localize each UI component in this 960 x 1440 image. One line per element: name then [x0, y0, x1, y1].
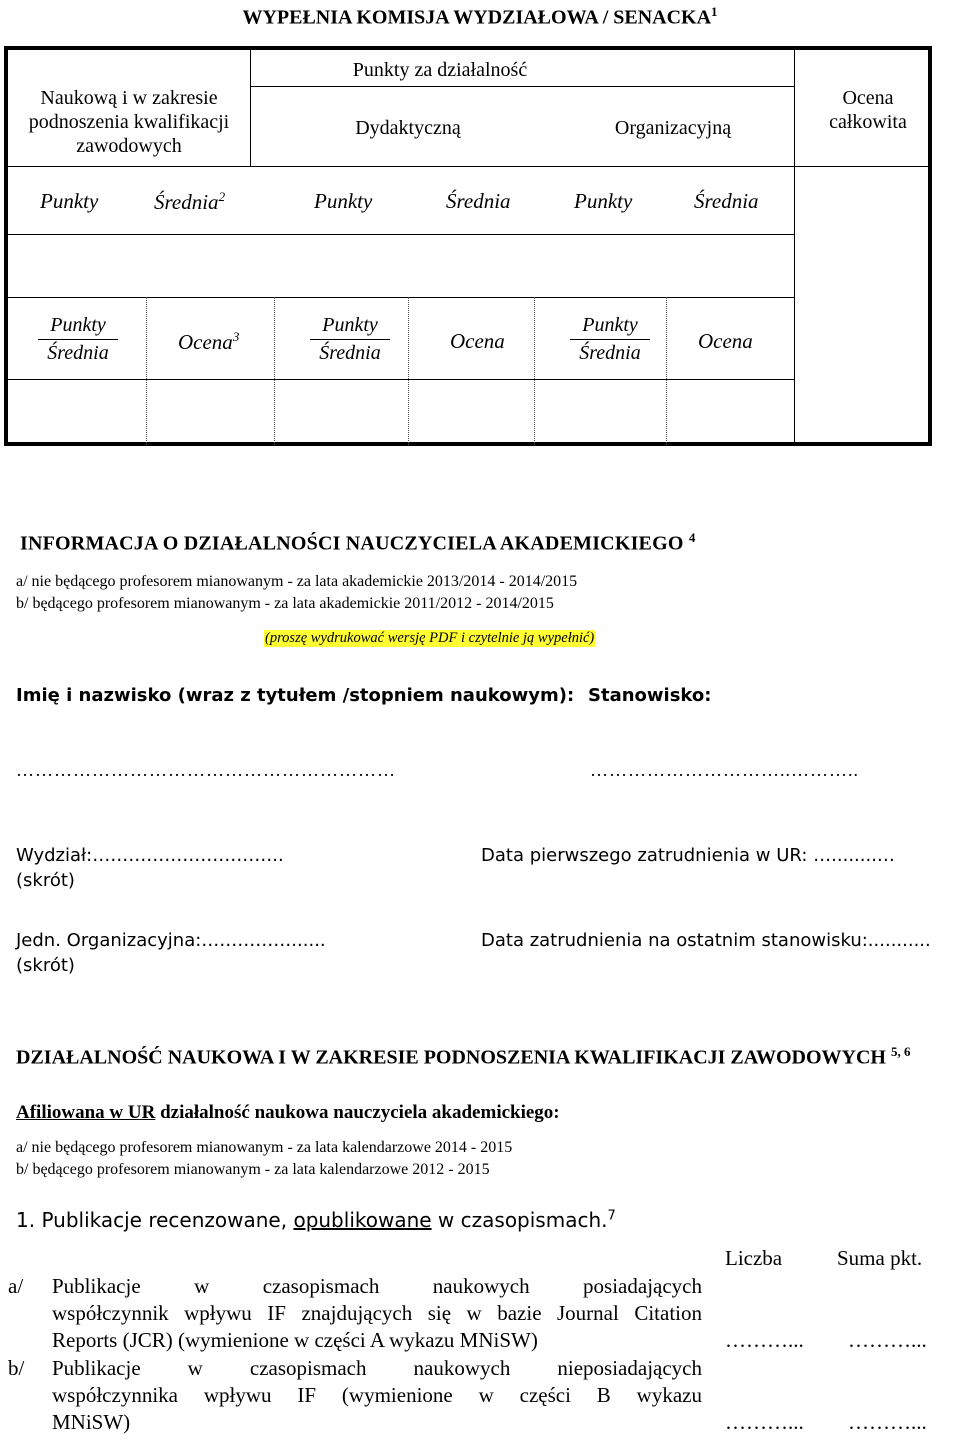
item-a-line-1: Publikacje w czasopismach naukowych posiadających [52, 1274, 702, 1298]
row2-punkty-3: Punkty [574, 189, 633, 213]
item-b-letter: b/ [8, 1356, 25, 1380]
row3-ocena-2: Ocena [450, 329, 505, 353]
item-b-line-2: współczynnika wpływu IF (wymienione w części B wykazu [52, 1383, 702, 1407]
item-a-line-2: współczynnik wpływu IF znajdujących się w bazie Journal Citation [52, 1301, 702, 1325]
info-title: INFORMACJA O DZIAŁALNOŚCI NAUCZYCIELA AKADEMICKIEGO $^4$ [20, 530, 696, 555]
commission-heading: WYPEŁNIA KOMISJA WYDZIAŁOWA / SENACKA$^1$ [242, 4, 718, 29]
name-field[interactable]: …………………………………………………… [16, 760, 396, 780]
col-liczba: Liczba [725, 1246, 783, 1270]
row3-ocena-1: Ocena$^3$ [178, 329, 240, 354]
afiliation-heading: Afiliowana w UR działalność naukowa nauczyciela akademickiego: [16, 1102, 560, 1123]
item-b-line-1: Publikacje w czasopismach naukowych nieposiadających [52, 1356, 702, 1380]
item-b-line-3: MNiSW) [52, 1410, 131, 1434]
publications-heading: 1. Publikacje recenzowane, opublikowane w czasopismach.$^7$ [16, 1208, 616, 1232]
row3-fraction-3: Punkty Średnia [570, 314, 650, 365]
jedn-field[interactable]: Jedn. Organizacyjna:……………...... [16, 930, 326, 951]
info-line-a: a/ nie będącego profesorem mianowanym - za lata akademickie 2013/2014 - 2014/2015 [16, 573, 578, 590]
item-a-suma[interactable]: ………... [848, 1328, 927, 1352]
data-zatrudnienia-field[interactable]: Data zatrudnienia na ostatnim stanowisku:........... [481, 930, 931, 951]
wydzial-skrot: (skrót) [16, 870, 75, 891]
row2-punkty-2: Punkty [314, 189, 373, 213]
research-line-b: b/ będącego profesorem mianowanym - za lata kalendarzowe 2012 - 2015 [16, 1161, 490, 1178]
position-label: Stanowisko: [588, 685, 712, 706]
item-a-line-3: Reports (JCR) (wymienione w części A wykazu MNiSW) [52, 1328, 538, 1352]
name-label: Imię i nazwisko (wraz z tytułem /stopniem naukowym): [16, 685, 575, 706]
research-line-a: a/ nie będącego profesorem mianowanym - za lata kalendarzowe 2014 - 2015 [16, 1139, 513, 1156]
item-a-liczba[interactable]: ………... [725, 1328, 804, 1352]
item-a-letter: a/ [8, 1274, 24, 1298]
wydzial-field[interactable]: Wydział:………………………….. [16, 845, 284, 866]
header-punkty-za-dzialalnosc: Punkty za działalność [352, 59, 528, 81]
row2-punkty-1: Punkty [40, 189, 99, 213]
info-line-b: b/ będącego profesorem mianowanym - za lata akademickie 2011/2012 - 2014/2015 [16, 595, 554, 612]
row2-srednia-3: Średnia [694, 189, 759, 213]
position-field[interactable]: …………………………..……….. [590, 760, 859, 780]
header-organizacyjna: Organizacyjną [614, 117, 732, 139]
col-suma: Suma pkt. [837, 1246, 923, 1270]
print-note: (proszę wydrukować wersję PDF i czytelnie ją wypełnić) [265, 630, 595, 646]
header-ocena-calkowita: Ocena całkowita [829, 87, 907, 133]
item-b-liczba[interactable]: ………... [725, 1410, 804, 1434]
row3-ocena-3: Ocena [698, 329, 753, 353]
row3-fraction-1: Punkty Średnia [38, 314, 118, 365]
row2-srednia-1: Średnia$^2$ [154, 189, 226, 214]
row3-fraction-2: Punkty Średnia [310, 314, 390, 365]
header-naukowa: Naukową i w zakresie podnoszenia kwalifikacji zawodowych [28, 87, 230, 157]
header-dydaktyczna: Dydaktyczną [355, 117, 461, 139]
score-table [4, 46, 932, 446]
research-title: DZIAŁALNOŚĆ NAUKOWA I W ZAKRESIE PODNOSZENIA KWALIFIKACJI ZAWODOWYCH $^{5, 6}$ [16, 1044, 911, 1069]
jedn-skrot: (skrót) [16, 955, 75, 976]
data-pierwszego-field[interactable]: Data pierwszego zatrudnienia w UR: …........… [481, 845, 895, 866]
item-b-suma[interactable]: ………... [848, 1410, 927, 1434]
row2-srednia-2: Średnia [446, 189, 511, 213]
